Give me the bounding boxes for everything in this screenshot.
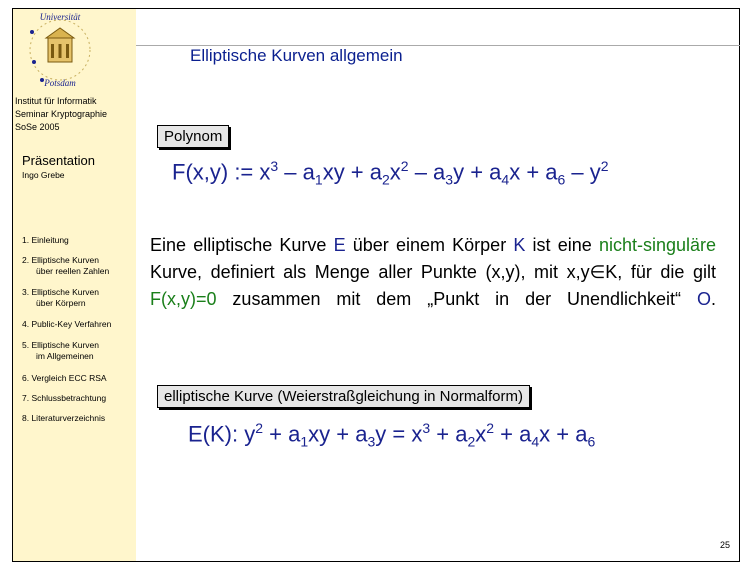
svg-text:Universität: Universität: [39, 12, 81, 22]
symbol-o: O: [696, 289, 711, 309]
toc-subitem-koerper[interactable]: über Körpern: [36, 298, 86, 308]
semester-line: SoSe 2005: [15, 122, 60, 132]
page-number: 25: [720, 540, 731, 550]
polynom-formula: F(x,y) := $x^3 - a_1xy + a_2x^2 - a_3y + a_4x + a_6 - y^2$: [172, 158, 609, 188]
toc-item-allgemein[interactable]: 5. Elliptische Kurven: [22, 340, 100, 350]
seminar-line: Seminar Kryptographie: [15, 109, 108, 119]
symbol-e: E: [333, 235, 346, 255]
university-seal-logo: [20, 10, 100, 90]
weierstrass-label: elliptische Kurve (Weierstraßgleichung in Normalform): [157, 385, 530, 408]
institute-line: Institut für Informatik: [15, 96, 97, 106]
toc-item-vergleich[interactable]: 6. Vergleich ECC RSA: [22, 373, 107, 383]
toc-item-public-key[interactable]: 4. Public-Key Verfahren: [22, 319, 112, 329]
institute-info: [15, 95, 107, 134]
nicht-singulaer-term: nicht-singuläre: [598, 235, 716, 255]
polynom-label: Polynom: [157, 125, 229, 148]
toc-item-literatur[interactable]: 8. Literaturverzeichnis: [22, 413, 106, 423]
toc-item-reelle-zahlen[interactable]: 2. Elliptische Kurven: [22, 255, 100, 265]
author-name: Ingo Grebe: [22, 170, 65, 180]
element-of-symbol: ∈: [589, 262, 606, 282]
svg-text:Potsdam: Potsdam: [44, 78, 76, 88]
toc-subitem-allgemein[interactable]: im Allgemeinen: [36, 351, 94, 361]
definition-paragraph: Eine elliptische Kurve E über einem Körper K ist eine nicht-singuläre Kurve, definiert als Menge aller Punkte (x,y), mit x,y∈K, für die gilt F(x,y)=0 zusammen mit dem „Punkt in der Unendlichkeit“ O.: [150, 235, 717, 309]
section-heading: Präsentation: [22, 153, 95, 168]
toc-item-koerper[interactable]: 3. Elliptische Kurven: [22, 287, 100, 297]
fxy-equation: F(x,y)=0: [150, 289, 217, 309]
toc-item-schluss[interactable]: 7. Schlussbetrachtung: [22, 393, 107, 403]
toc-subitem-reelle-zahlen[interactable]: über reellen Zahlen: [36, 266, 110, 276]
symbol-k: K: [513, 235, 526, 255]
toc-item-einleitung[interactable]: 1. Einleitung: [22, 235, 69, 245]
slide-title: Elliptische Kurven allgemein: [190, 46, 403, 65]
weierstrass-formula: E(K): $y^2 + a_1xy + a_3y = x^3 + a_2x^2 + a_4x + a_6$: [188, 420, 596, 450]
